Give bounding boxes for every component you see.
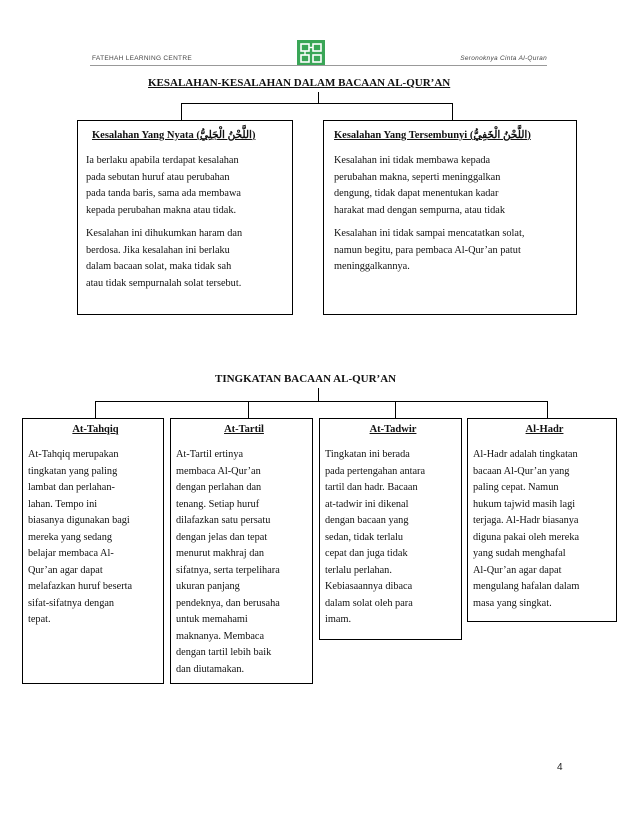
text-line: berdosa. Jika kesalahan ini berlaku <box>86 244 230 256</box>
connector <box>95 401 548 402</box>
text-line: dilafazkan satu persatu <box>176 515 271 526</box>
box-al-hadr <box>467 418 617 622</box>
text-line: Kesalahan ini tidak membawa kepada <box>334 155 491 166</box>
text-line: Kesalahan ini dihukumkan haram dan <box>86 228 243 239</box>
connector <box>452 103 453 120</box>
box-body <box>176 447 312 678</box>
connector <box>181 103 182 120</box>
box-body <box>28 447 163 629</box>
text-line: at-tadwir ini dikenal <box>325 498 409 510</box>
text-line: atau tidak sempurnalah solat tersebut. <box>86 277 242 289</box>
text-line: mengulang hafalan dalam <box>473 581 580 592</box>
section1-title: KESALAHAN-KESALAHAN DALAM BACAAN AL-QUR’AN <box>148 77 451 89</box>
text-line: Kebiasaannya dibaca <box>325 581 413 592</box>
text-line: mereka yang sedang <box>28 531 113 543</box>
box-at-tartil <box>170 418 313 684</box>
text-line: pada tanda baris, sama ada membawa <box>86 188 241 199</box>
connector <box>95 401 96 419</box>
connector <box>181 103 453 104</box>
connector <box>248 401 249 419</box>
text-line: paling cepat. Namun <box>473 482 559 493</box>
text-line: lahan. Tempo ini <box>28 498 98 510</box>
text-line: dengung, tidak dapat menentukan kadar <box>334 188 499 199</box>
text-line: pada sebutan huruf atau perubahan <box>86 171 230 183</box>
text-line: dengan perlahan dan <box>176 482 262 493</box>
text-line: At-Tahqiq merupakan <box>28 449 119 460</box>
text-line: tingkatan yang paling <box>28 465 118 477</box>
text-line: namun begitu, para pembaca Al-Qur’an patut <box>334 244 521 256</box>
text-line: tepat. <box>28 614 51 625</box>
text-line: dalam solat oleh para <box>325 597 413 609</box>
box-heading: Al-Hadr <box>525 424 564 435</box>
text-line: harakat mad dengan sempurna, atau tidak <box>334 204 505 216</box>
connector <box>318 388 319 402</box>
text-line: terjaga. Al-Hadr biasanya <box>473 515 579 526</box>
box-heading: At-Tahqiq <box>72 424 119 435</box>
text-line: sedan, tidak terlalu <box>325 531 404 543</box>
box-kesalahan-nyata <box>77 120 293 315</box>
header-left-text: FATEHAH LEARNING CENTRE <box>92 55 192 62</box>
logo-icon <box>297 40 325 66</box>
text-line: sifatnya, serta terpelihara <box>176 564 280 576</box>
text-line: Al-Qur’an agar dapat <box>473 564 562 576</box>
box-heading: Kesalahan Yang Nyata (اللَّحْنُ الْجَلِيُّ) <box>92 130 256 141</box>
text-line: dengan tartil lebih baik <box>176 647 272 658</box>
box-heading: At-Tadwir <box>369 424 417 435</box>
connector <box>395 401 396 419</box>
box-heading: At-Tartil <box>224 424 264 435</box>
text-line: terlalu perlahan. <box>325 564 392 576</box>
text-line: Ia berlaku apabila terdapat kesalahan <box>86 155 239 166</box>
header-rule <box>90 65 547 66</box>
box-at-tahqiq <box>22 418 164 684</box>
text-line: imam. <box>325 614 352 625</box>
text-line: yang sudah menghafal <box>473 548 566 559</box>
text-line: At-Tartil ertinya <box>176 449 244 460</box>
page-number: 4 <box>557 762 563 773</box>
text-line: kepada perubahan makna atau tidak. <box>86 204 237 216</box>
text-line: Kesalahan ini tidak sampai mencatatkan solat, <box>334 228 525 239</box>
header-right-text: Seronoknya Cinta Al-Quran <box>460 55 547 62</box>
text-line: untuk memahami <box>176 614 248 625</box>
text-line: tartil dan hadr. Bacaan <box>325 482 418 493</box>
box-at-tadwir <box>319 418 462 640</box>
text-line: dalam bacaan solat, maka tidak sah <box>86 261 232 272</box>
text-line: dengan bacaan yang <box>325 515 409 526</box>
text-line: Tingkatan ini berada <box>325 449 410 460</box>
text-line: dengan jelas dan tepat <box>176 531 268 543</box>
text-line: hukum tajwid masih lagi <box>473 498 576 510</box>
text-line: ukuran panjang <box>176 581 240 592</box>
text-line: biasanya digunakan bagi <box>28 515 130 526</box>
text-line: dan diutamakan. <box>176 663 245 675</box>
text-line: Al-Hadr adalah tingkatan <box>473 449 578 460</box>
box-body <box>473 447 616 612</box>
text-line: melafazkan huruf beserta <box>28 581 133 592</box>
text-line: masa yang singkat. <box>473 597 552 609</box>
text-line: pada pertengahan antara <box>325 465 426 477</box>
box-kesalahan-tersembunyi <box>323 120 577 315</box>
box-body <box>325 447 461 629</box>
text-line: belajar membaca Al- <box>28 548 114 559</box>
text-line: meninggalkannya. <box>334 261 410 272</box>
text-line: cepat dan juga tidak <box>325 548 408 559</box>
box-heading: Kesalahan Yang Tersembunyi (اللَّحْنُ الْخَفِيُّ) <box>334 130 531 141</box>
section2-title: TINGKATAN BACAAN AL-QUR’AN <box>215 373 397 385</box>
text-line: menurut makhraj dan <box>176 548 265 559</box>
text-line: membaca Al-Qur’an <box>176 465 261 477</box>
text-line: bacaan Al-Qur’an yang <box>473 465 570 477</box>
text-line: perubahan makna, seperti meninggalkan <box>334 171 501 183</box>
text-line: lambat dan perlahan- <box>28 482 115 493</box>
connector <box>547 401 548 419</box>
text-line: pendeknya, dan berusaha <box>176 597 280 609</box>
text-line: diguna pakai oleh mereka <box>473 531 580 543</box>
text-line: tenang. Setiap huruf <box>176 498 260 510</box>
text-line: sifat-sifatnya dengan <box>28 597 115 609</box>
text-line: Qur’an agar dapat <box>28 564 103 576</box>
text-line: maknanya. Membaca <box>176 630 265 642</box>
